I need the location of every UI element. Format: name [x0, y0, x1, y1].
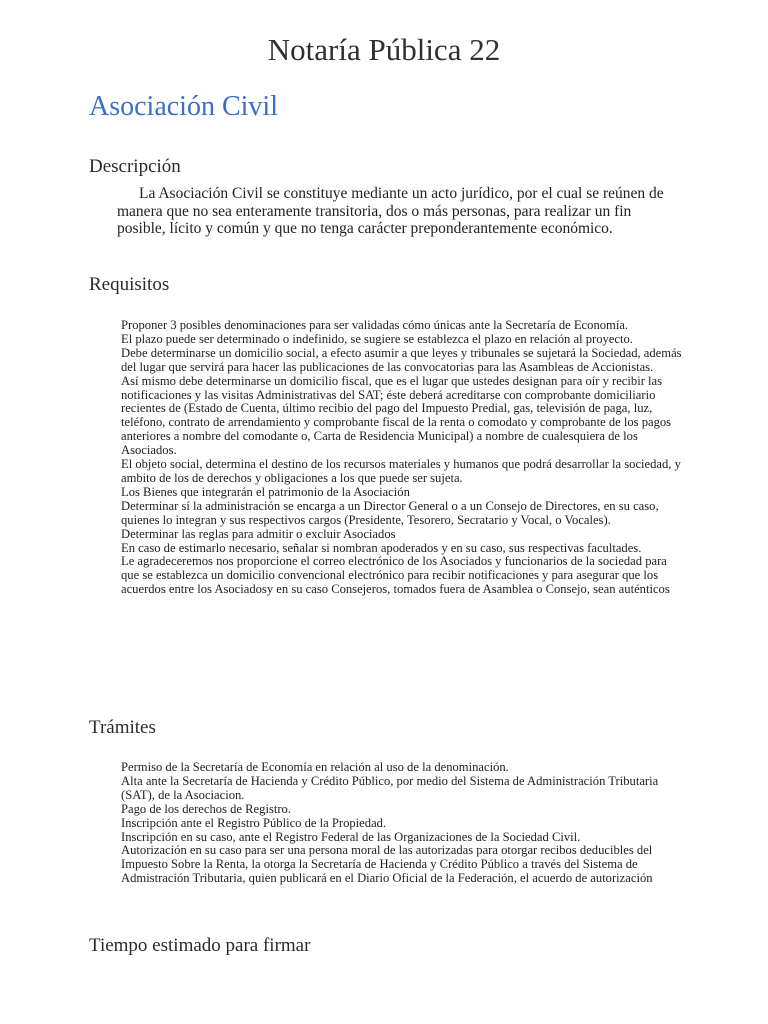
requisito-item: En caso de estimarlo necesario, señalar si nombran apoderados y en su caso, sus respectivas facultades.: [121, 540, 642, 555]
section-heading-requisitos: Requisitos: [89, 274, 170, 295]
section-heading-descripcion: Descripción: [89, 156, 181, 177]
page-title: Notaría Pública 22: [267, 32, 501, 67]
document-title: Asociación Civil: [89, 91, 278, 122]
requisito-item: El plazo puede ser determinado o indefinido, se sugiere se establezca el plazo en relación al proyecto.: [121, 331, 633, 346]
requisito-item: Le agradeceremos nos proporcione el correo electrónico de los Asociados y funcionarios de la sociedad para que se establezca un domicilio convencional electrónico para recibir notificaciones y para asegurar que los acuerdos entre los Asociadosy en su caso Consejeros, tomados fuera de Asamblea o Consejo, sean auténticos: [121, 554, 670, 597]
requisito-item: El objeto social, determina el destino de los recursos materiales y humanos que podrá desarrollar la sociedad, y ambito de los de derechos y obligaciones a los que puede ser sujeta.: [121, 457, 681, 485]
requisito-item: Determinar sí la administración se encarga a un Director General o a un Consejo de Directores, en su caso, quienes lo integran y sus respectivos cargos (Presidente, Tesorero, Secratario y Vocal, o Vocales).: [121, 498, 659, 527]
description-paragraph: La Asociación Civil se constituye mediante un acto jurídico, por el cual se reúnen de manera que no sea enteramente transitoria, dos o más personas, para realizar un fin posible, lícito y común y que no tenga carácter preponderantemente económico.: [117, 185, 664, 237]
tramites-list: [121, 761, 687, 886]
tramite-item: Inscripción en su caso, ante el Registro Federal de las Organizaciones de la Sociedad Civil.: [121, 829, 581, 844]
requisito-item: Determinar las reglas para admitir o excluir Asociados: [121, 526, 396, 541]
tramite-item: Autorización en su caso para ser una persona moral de las autorizadas para otorgar recibos deducibles del Impuesto Sobre la Renta, la otorga la Secretaría de Hacienda y Crédito Público a través del Sistema de Admistración Tributaria, quien publicará en el Diario Oficial de la Federación, el acuerdo de autorización: [121, 843, 653, 886]
tramite-item: Alta ante la Secretaría de Hacienda y Crédito Público, por medio del Sistema de Administración Tributaria (SAT), de la Asociacion.: [121, 773, 659, 802]
tramite-item: Pago de los derechos de Registro.: [121, 801, 291, 816]
requisito-item: Proponer 3 posibles denominaciones para ser validadas cómo únicas ante la Secretaría de Economía.: [121, 318, 629, 332]
requisito-item: Así mismo debe determinarse un domicilio fiscal, que es el lugar que ustedes designan para oír y recibir las notificaciones y las visitas Administrativas del SAT; éste deberá acreditarse con comprobante domiciliario recientes de (Estado de Cuenta, último recibio del pago del Impuesto Predial, gas, televisión de paga, luz, teléfono, contrato de arrendamiento y comprobante fiscal de la renta o comodato y comprobante de los pagos anteriores a nombre del comodante o, Carta de Residencia Municipal) a nombre de cualesquiera de los Asociados.: [121, 373, 672, 458]
section-heading-tiempo: Tiempo estimado para firmar: [89, 935, 311, 956]
requisitos-list: [121, 319, 687, 597]
section-heading-tramites: Trámites: [89, 717, 156, 738]
requisito-item: Los Bienes que integrarán el patrimonio de la Asociación: [121, 484, 410, 499]
tramite-item: Permiso de la Secretaría de Economía en relación al uso de la denominación.: [121, 760, 509, 774]
tramite-item: Inscripción ante el Registro Público de la Propiedad.: [121, 815, 387, 830]
requisito-item: Debe determinarse un domicilio social, a efecto asumir a que leyes y tribunales se sujetará la Sociedad, además del lugar que servirá para hacer las publicaciones de las convocatorias para las Asambleas de Accionistas.: [121, 345, 682, 374]
